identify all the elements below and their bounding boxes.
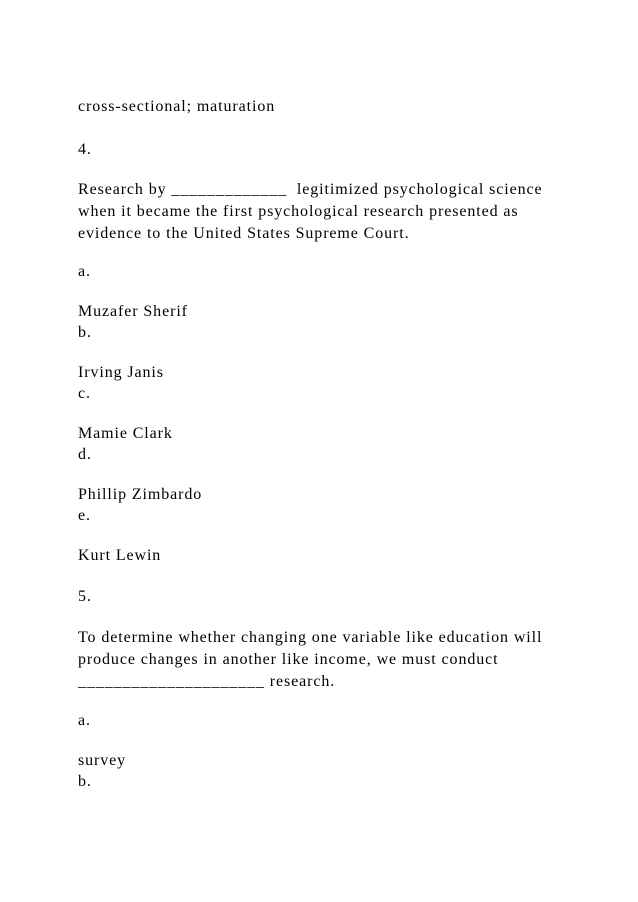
- option-text: Phillip Zimbardo: [78, 486, 203, 503]
- question-text-line: evidence to the United States Supreme Court.: [78, 225, 410, 242]
- option-text: Kurt Lewin: [78, 547, 162, 564]
- option-letter: b.: [78, 324, 92, 341]
- option-text: Muzafer Sherif: [78, 303, 188, 320]
- option-letter: a.: [78, 263, 91, 280]
- option-text: Mamie Clark: [78, 425, 173, 442]
- question-text-line: produce changes in another like income, we must conduct: [78, 651, 499, 668]
- question-number: 4.: [78, 141, 92, 158]
- question-text-line: To determine whether changing one variable like education will: [78, 629, 543, 646]
- question-text-line: Research by _____________ legitimized psychological science: [78, 181, 543, 198]
- question-text-line: _____________________ research.: [78, 673, 336, 690]
- option-letter: e.: [78, 507, 91, 524]
- option-letter: d.: [78, 446, 92, 463]
- option-letter: c.: [78, 385, 91, 402]
- option-text: Irving Janis: [78, 364, 164, 381]
- option-letter: a.: [78, 712, 91, 729]
- question-text-line: when it became the first psychological research presented as: [78, 203, 519, 220]
- option-letter: b.: [78, 773, 92, 790]
- previous-answer-text: cross-sectional; maturation: [78, 98, 276, 115]
- question-number: 5.: [78, 588, 92, 605]
- option-text: survey: [78, 752, 127, 769]
